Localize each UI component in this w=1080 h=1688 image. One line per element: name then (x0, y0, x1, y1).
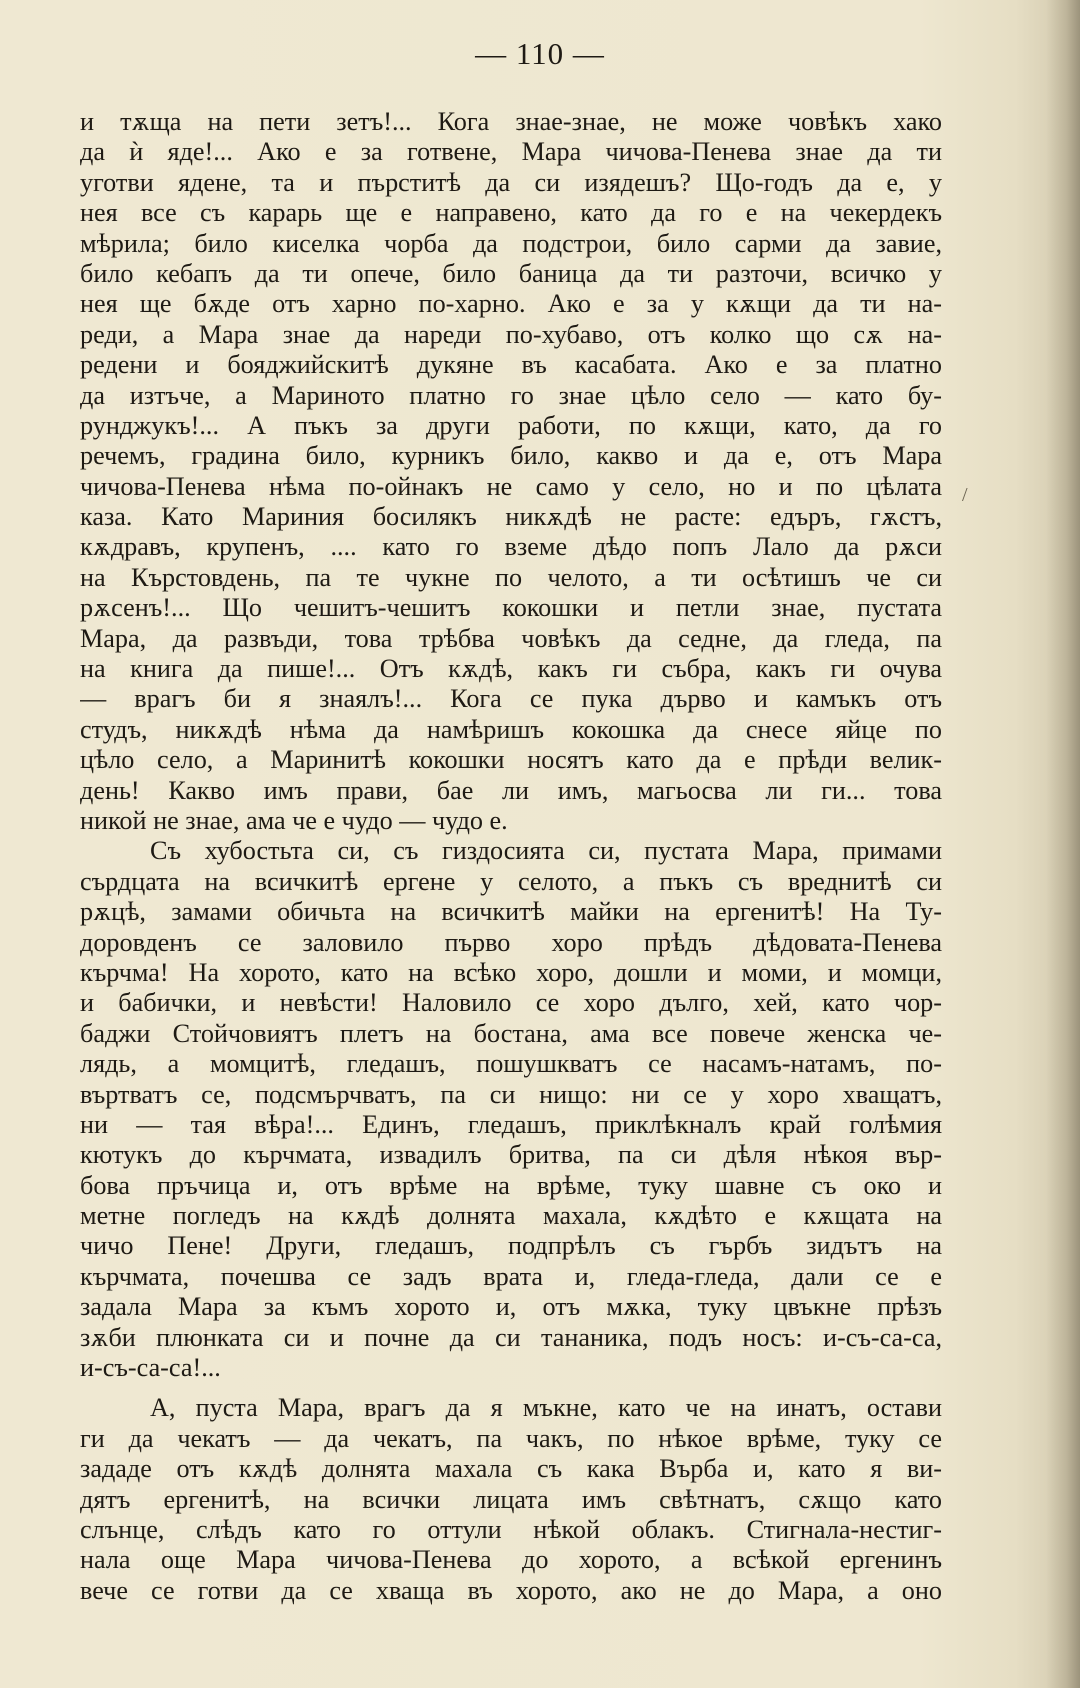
text-line: рѫцѣ, замами обичьта на всичкитѣ майки на ергенитѣ! На Ту- (80, 897, 942, 927)
text-line: бова пръчица и, отъ врѣме на врѣме, туку шавне съ око и (80, 1170, 942, 1200)
margin-mark: / (962, 484, 968, 506)
text-line: зададе отъ кѫдѣ долнята махала съ кака Върба и, като я ви- (80, 1454, 942, 1484)
body-text (80, 107, 942, 1606)
text-line: чичо Пене! Други, гледашъ, подпрѣлъ съ гърбъ зидътъ на (80, 1231, 942, 1261)
text-line: рѫсенъ!... Що чешитъ-чешитъ кокошки и петли знае, пустата (80, 593, 942, 623)
text-line: на Кърстовдень, па те чукне по челото, а ти осѣтишъ че си (80, 562, 942, 592)
text-line: на книга да пише!... Отъ кѫдѣ, какъ ги събра, какъ ги очува (80, 654, 942, 684)
paragraph (80, 836, 942, 1383)
text-line: реди, а Мара знае да нареди по-хубаво, отъ колко що сѫ на- (80, 319, 942, 349)
text-line: зѫби плюнката си и почне да си тананика, подъ носъ: и-съ-са-са, (80, 1322, 942, 1352)
paragraph-gap (80, 1383, 942, 1393)
text-line: кърчма! На хорото, като на всѣко хоро, дошли и моми, и момци, (80, 957, 942, 987)
text-line: Съ хубостьта си, съ гиздосията си, пустата Мара, примами (150, 836, 942, 866)
text-line: задала Мара за къмъ хорото и, отъ мѫка, туку цвъкне прѣзъ (80, 1292, 942, 1322)
text-line: доровденъ се заловило първо хоро прѣдъ дѣдовата-Пенева (80, 927, 942, 957)
text-line: да ѝ яде!... Ако е за готвене, Мара чичова-Пенева знае да ти (80, 137, 942, 167)
text-line: лядь, а момцитѣ, гледашъ, пошушкватъ се насамъ-натамъ, по- (80, 1049, 942, 1079)
text-line: ги да чекатъ — да чекатъ, па чакъ, по нѣкое врѣме, туку се (80, 1423, 942, 1453)
text-line: и бабички, и невѣсти! Наловило се хоро дълго, хей, като чор- (80, 988, 942, 1018)
text-line: никой не знае, ама че е чудо — чудо е. (80, 805, 508, 835)
text-line: нея все съ карарь ще е направено, като да го е на чекердекъ (80, 198, 942, 228)
text-line: ни — тая вѣра!... Единъ, гледашъ, приклѣкналъ край голѣмия (80, 1109, 942, 1139)
text-line: слънце, слѣдъ като го оттули нѣкой облакъ. Стигнала-нестиг- (80, 1514, 942, 1544)
text-line: день! Какво имъ прави, бае ли имъ, магьосва ли ги... това (80, 775, 942, 805)
text-line: и-съ-са-са!... (80, 1353, 221, 1383)
text-line: А, пуста Мара, врагъ да я мъкне, като че на инатъ, остави (150, 1393, 942, 1423)
text-line: било кебапъ да ти опече, било баница да ти разточи, всичко у (80, 258, 942, 288)
text-line: дятъ ергенитѣ, на всички лицата имъ свѣтнатъ, сѫщо като (80, 1484, 942, 1514)
text-line: кърчмата, почешва се задъ врата и, гледа-гледа, дали се е (80, 1261, 942, 1291)
text-line: уготви ядене, та и пърститѣ да си изядешъ? Що-годъ да е, у (80, 167, 942, 197)
text-line: кѫдравъ, крупенъ, .... като го вземе дѣдо попъ Лало да рѫси (80, 532, 942, 562)
text-line: рунджукъ!... А пъкъ за други работи, по кѫщи, като, да го (80, 410, 942, 440)
text-line: и тѫща на пети зетъ!... Кога знае-знае, не може човѣкъ хако (80, 107, 942, 136)
text-line: Мара, да развъди, това трѣбва човѣкъ да седне, да гледа, па (80, 623, 942, 653)
page-number-header: — 110 — (475, 36, 605, 71)
text-line: да изтъче, а Мариното платно го знае цѣло село — като бу- (80, 380, 942, 410)
text-line: баджи Стойчовиятъ плетъ на бостана, ама все повече женска че- (80, 1018, 942, 1048)
paragraph (80, 107, 942, 836)
text-line: речемъ, градина било, курникъ било, какво и да е, отъ Мара (80, 441, 942, 471)
text-line: нала още Мара чичова-Пенева до хорото, а всѣкой ергенинъ (80, 1545, 942, 1575)
text-line: въртватъ се, подсмърчватъ, па си нищо: ни се у хоро хващатъ, (80, 1079, 942, 1109)
text-line: мѣрила; било киселка чорба да подстрои, било сарми да завие, (80, 228, 942, 258)
text-line: каза. Като Мариния босилякъ никѫдѣ не расте: едъръ, гѫстъ, (80, 502, 942, 532)
text-line: — врагъ би я знаялъ!... Кога се пука дърво и камъкъ отъ (80, 684, 942, 714)
page-gutter-shadow (1046, 0, 1080, 1688)
text-line: вече се готви да се хваща въ хорото, ако не до Мара, а оно (80, 1575, 942, 1605)
text-line: студъ, никѫдѣ нѣма да намѣришъ кокошка да снесе яйце по (80, 714, 942, 744)
text-line: нея ще бѫде отъ харно по-харно. Ако е за у кѫщи да ти на- (80, 289, 942, 319)
text-line: цѣло село, а Маринитѣ кокошки носятъ като да е прѣди велик- (80, 745, 942, 775)
text-line: редени и бояджийскитѣ дукяне въ касабата. Ако е за платно (80, 350, 942, 380)
paragraph (80, 1393, 942, 1606)
text-line: сърдцата на всичкитѣ ергене у селото, а пъкъ съ вреднитѣ си (80, 866, 942, 896)
text-line: чичова-Пенева нѣма по-ойнакъ не само у село, но и по цѣлата (80, 471, 942, 501)
text-line: кютукъ до кърчмата, извадилъ бритва, па си дѣля нѣкоя вър- (80, 1140, 942, 1170)
text-line: метне погледъ на кѫдѣ долнята махала, кѫдѣто е кѫщата на (80, 1201, 942, 1231)
